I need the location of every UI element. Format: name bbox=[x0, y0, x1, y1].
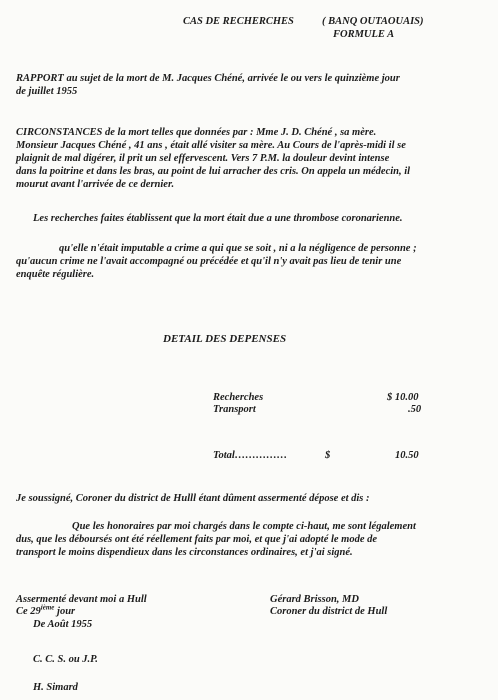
expenses-title: DETAIL DES DEPENSES bbox=[163, 333, 287, 345]
sworn-month-line: De Août 1955 bbox=[33, 619, 93, 630]
findings-line-1: Les recherches faites établissent que la mort était due a une thrombose coronarienne. bbox=[33, 213, 403, 224]
declaration-line-2: Que les honoraires par moi chargés dans le compte ci-haut, me sont légalement bbox=[72, 521, 416, 532]
findings-line-2: qu'elle n'était imputable a crime a qui que se soit , ni a la négligence de personne ; bbox=[59, 243, 417, 254]
expense-amount-transport: .50 bbox=[408, 404, 422, 415]
header-form-label: FORMULE A bbox=[333, 29, 395, 40]
declaration-line-4: transport le moins dispendieux dans les circonstances ordinaires, et j'ai signé. bbox=[16, 547, 353, 558]
header-case-title: CAS DE RECHERCHES bbox=[183, 16, 294, 27]
findings-line-4: enquête régulière. bbox=[16, 269, 95, 280]
sworn-day-suffix: jour bbox=[54, 606, 76, 617]
circonstances-line-4: dans la poitrine et dans les bras, au point de lui arracher des cris. On appela un médecin, il bbox=[16, 166, 411, 177]
findings-line-3: qu'aucun crime ne l'avait accompagné ou précédée et qu'il n'y avait pas lieu de tenir une bbox=[16, 256, 402, 267]
commissioner-title: C. C. S. ou J.P. bbox=[33, 654, 98, 665]
sworn-before-line: Assermenté devant moi a Hull bbox=[16, 594, 147, 605]
expense-total-label: Total…………… bbox=[213, 450, 288, 461]
header-archive-source: ( BANQ OUTAOUAIS) bbox=[322, 16, 424, 27]
expense-total-amount: 10.50 bbox=[395, 450, 419, 461]
circonstances-line-1: CIRCONSTANCES de la mort telles que données par : Mme J. D. Chéné , sa mère. bbox=[16, 127, 377, 138]
expense-amount-recherches: $ 10.00 bbox=[387, 392, 419, 403]
coroner-name: Gérard Brisson, MD bbox=[270, 594, 359, 605]
coroner-title: Coroner du district de Hull bbox=[270, 606, 388, 617]
sworn-day-line bbox=[16, 603, 76, 618]
rapport-line-2: de juillet 1955 bbox=[16, 86, 78, 97]
declaration-line-3: dus, que les déboursés ont été réellement faits par moi, et que j'ai adopté le mode de bbox=[16, 534, 378, 545]
expense-total-currency: $ bbox=[325, 450, 331, 461]
rapport-line-1: RAPPORT au sujet de la mort de M. Jacques Chéné, arrivée le ou vers le quinzième jour bbox=[16, 73, 400, 84]
expense-label-recherches: Recherches bbox=[213, 392, 264, 403]
circonstances-line-5: mourut avant l'arrivée de ce dernier. bbox=[16, 179, 175, 190]
circonstances-line-2: Monsieur Jacques Chéné , 41 ans , était allé visiter sa mère. Au Cours de l'après-midi il se bbox=[16, 140, 406, 151]
declaration-line-1: Je soussigné, Coroner du district de Hulll étant dûment assermenté dépose et dis : bbox=[16, 493, 370, 504]
commissioner-name: H. Simard bbox=[33, 682, 78, 693]
sworn-day-prefix: Ce 29 bbox=[16, 606, 41, 617]
circonstances-line-3: plaignit de mal digérer, il prit un sel effervescent. Vers 7 P.M. la douleur devint intense bbox=[16, 153, 390, 164]
sworn-day-sup: ième bbox=[40, 603, 55, 612]
expense-label-transport: Transport bbox=[213, 404, 256, 415]
